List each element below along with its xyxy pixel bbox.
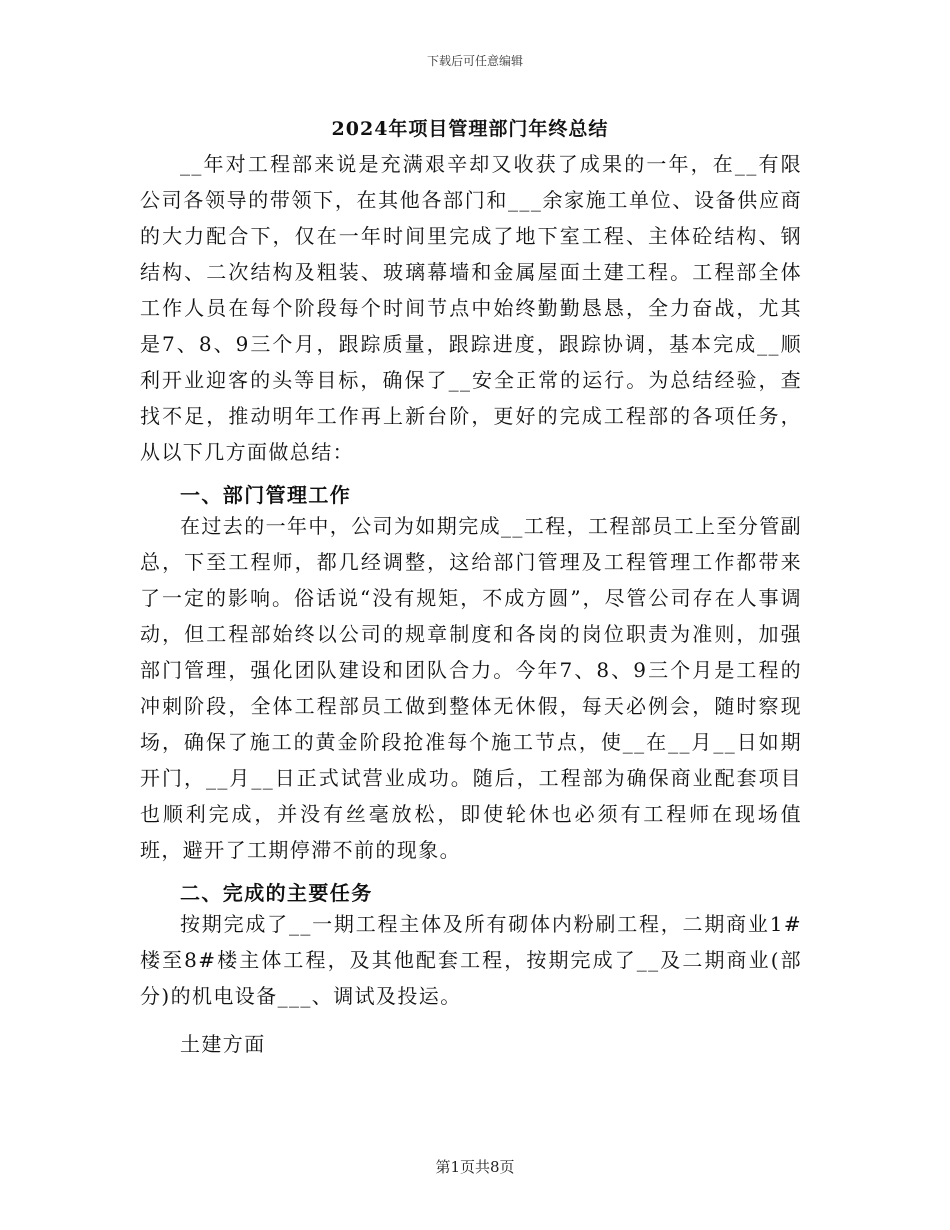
section-paragraph-department-management: 在过去的一年中，公司为如期完成__工程，工程部员工上至分管副总，下至工程师，都几经调整，这给部门管理及工程管理工作都带来了一定的影响。俗话说“没有规矩，不成方圆”，尽管公司存在人事调动，但工程部始终以公司的规章制度和各岗的岗位职责为准则，加强部门管理，强化团队建设和团队合力。今年7、8、9三个月是工程的冲刺阶段，全体工程部员工做到整体无休假，每天必例会，随时察现场，确保了施工的黄金阶段抢准每个施工节点，使__在__月__日如期开门，__月__日正式试营业成功。随后，工程部为确保商业配套项目也顺利完成，并没有丝毫放松，即使轮休也必须有工程师在现场值班，避开了工期停滞不前的现象。 bbox=[140, 514, 802, 862]
subheading-civil-works: 土建方面 bbox=[180, 1032, 266, 1056]
page-header-note: 下载后可任意编辑 bbox=[426, 54, 523, 68]
document-title: 2024年项目管理部门年终总结 bbox=[331, 118, 609, 140]
page-number: 第1页共8页 bbox=[435, 1158, 515, 1176]
section-heading-department-management: 一、部门管理工作 bbox=[180, 483, 352, 507]
section-paragraph-main-tasks: 按期完成了__一期工程主体及所有砌体内粉刷工程，二期商业1#楼至8#楼主体工程，及其他配套工程，按期完成了__及二期商业(部分)的机电设备___、调试及投运。 bbox=[140, 912, 802, 1008]
intro-paragraph: __年对工程部来说是充满艰辛却又收获了成果的一年，在__有限公司各领导的带领下，在其他各部门和___余家施工单位、设备供应商的大力配合下，仅在一年时间里完成了地下室工程、主体砼结构、钢结构、二次结构及粗装、玻璃幕墙和金属屋面土建工程。工程部全体工作人员在每个阶段每个时间节点中始终勤勤恳恳，全力奋战，尤其是7、8、9三个月，跟踪质量，跟踪进度，跟踪协调，基本完成__顺利开业迎客的头等目标，确保了__安全正常的运行。为总结经验，查找不足，推动明年工作再上新台阶，更好的完成工程部的各项任务，从以下几方面做总结： bbox=[140, 152, 802, 464]
document-body bbox=[140, 146, 802, 1062]
section-heading-main-tasks: 二、完成的主要任务 bbox=[180, 881, 373, 905]
